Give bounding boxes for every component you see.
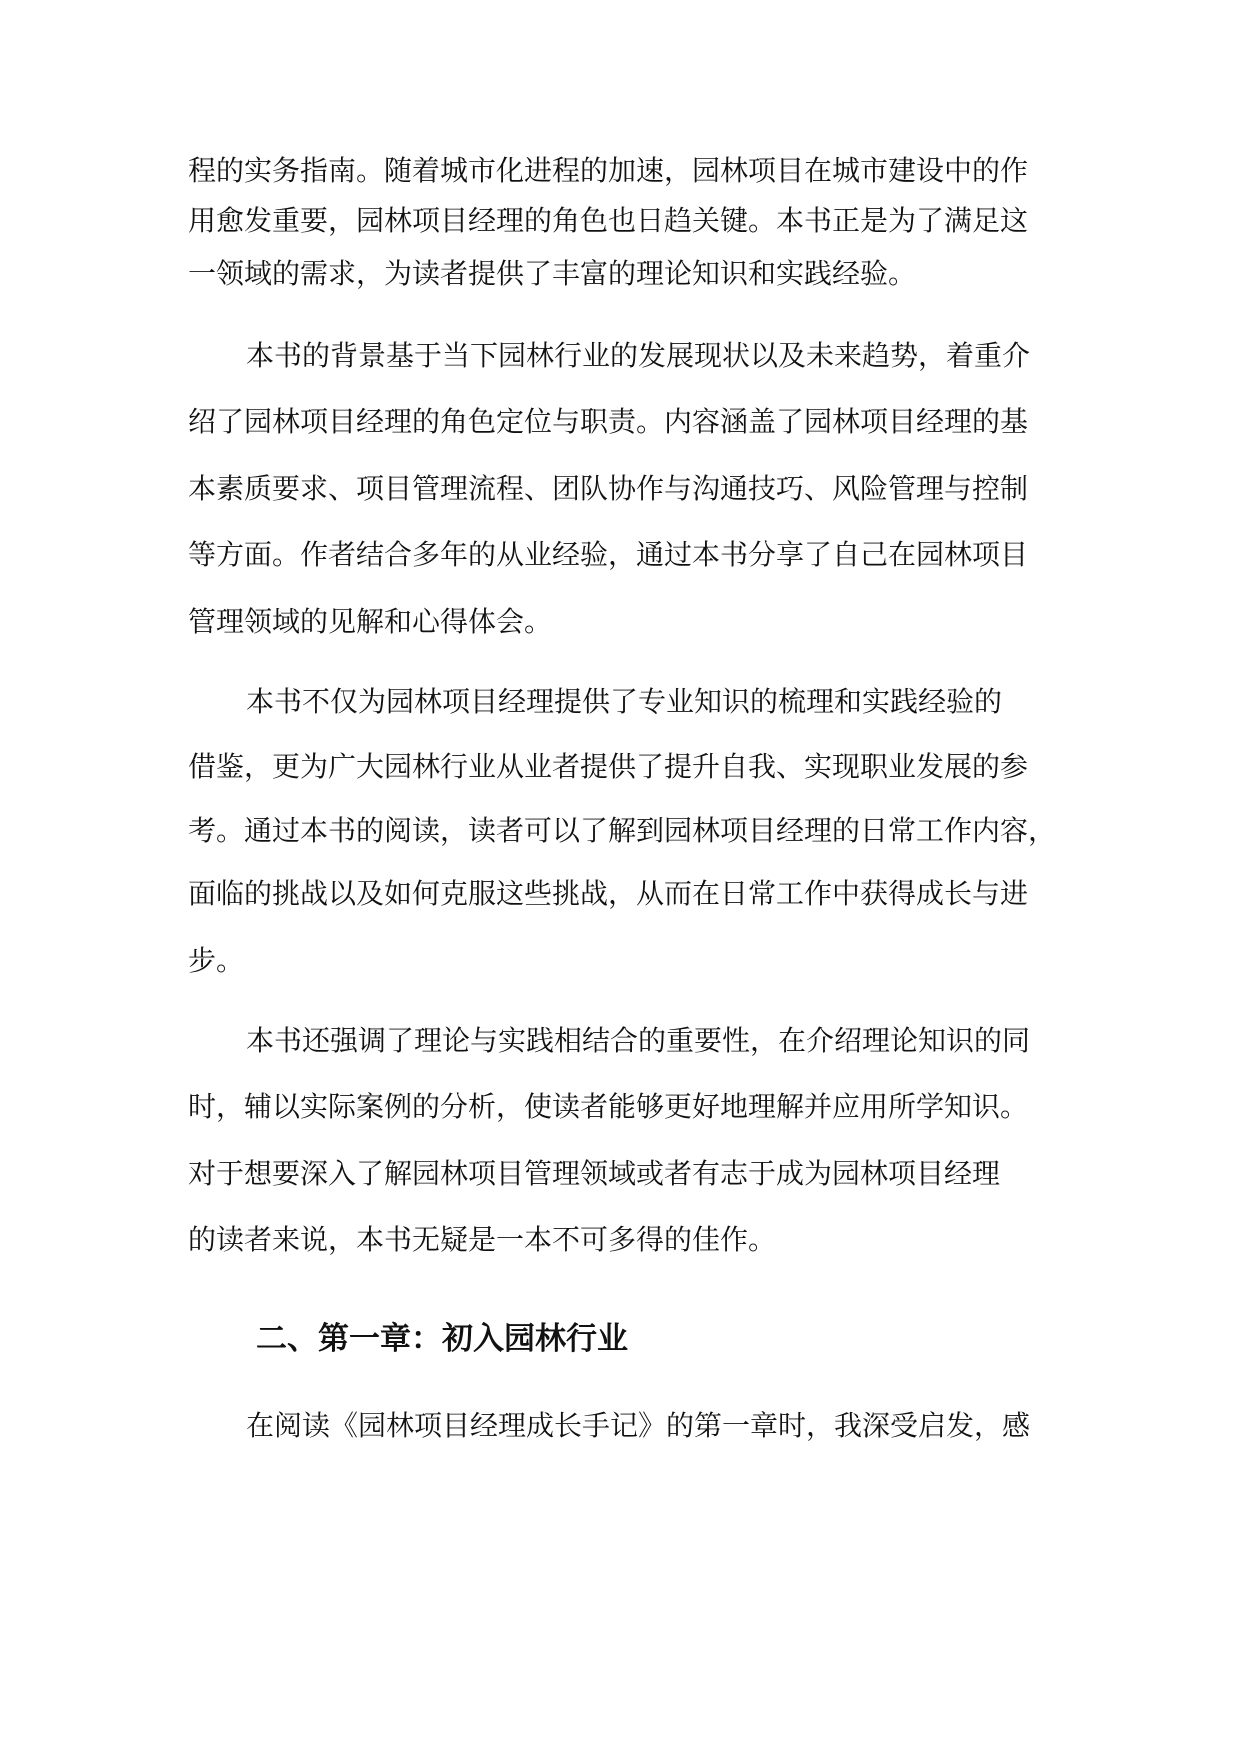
paragraph-line: 绍了园林项目经理的角色定位与职责。内容涵盖了园林项目经理的基 xyxy=(188,405,1029,438)
paragraph-line: 管理领域的见解和心得体会。 xyxy=(188,605,553,638)
paragraph-line: 借鉴，更为广大园林行业从业者提供了提升自我、实现职业发展的参 xyxy=(188,750,1029,783)
paragraph-line: 程的实务指南。随着城市化进程的加速，园林项目在城市建设中的作 xyxy=(188,154,1029,187)
paragraph-line: 时，辅以实际案例的分析，使读者能够更好地理解并应用所学知识。 xyxy=(188,1090,1029,1123)
paragraph-line: 本素质要求、项目管理流程、团队协作与沟通技巧、风险管理与控制 xyxy=(188,472,1029,505)
paragraph-line: 本书的背景基于当下园林行业的发展现状以及未来趋势，着重介 xyxy=(246,339,1031,372)
paragraph-line: 对于想要深入了解园林项目管理领域或者有志于成为园林项目经理 xyxy=(188,1157,1001,1190)
chapter-heading: 二、第一章：初入园林行业 xyxy=(256,1321,628,1357)
paragraph-line: 等方面。作者结合多年的从业经验，通过本书分享了自己在园林项目 xyxy=(188,538,1029,571)
paragraph-line: 一领域的需求，为读者提供了丰富的理论知识和实践经验。 xyxy=(188,257,917,290)
paragraph-line: 的读者来说，本书无疑是一本不可多得的佳作。 xyxy=(188,1223,777,1256)
paragraph-line: 本书还强调了理论与实践相结合的重要性，在介绍理论知识的同 xyxy=(246,1024,1031,1057)
paragraph-line: 用愈发重要，园林项目经理的角色也日趋关键。本书正是为了满足这 xyxy=(188,204,1029,237)
paragraph-line: 本书不仅为园林项目经理提供了专业知识的梳理和实践经验的 xyxy=(246,685,1003,718)
paragraph-line: 面临的挑战以及如何克服这些挑战，从而在日常工作中获得成长与进 xyxy=(188,877,1029,910)
paragraph-line: 在阅读《园林项目经理成长手记》的第一章时，我深受启发，感 xyxy=(246,1409,1031,1442)
paragraph-line: 考。通过本书的阅读，读者可以了解到园林项目经理的日常工作内容， xyxy=(188,814,1057,847)
paragraph-line: 步。 xyxy=(188,944,245,977)
